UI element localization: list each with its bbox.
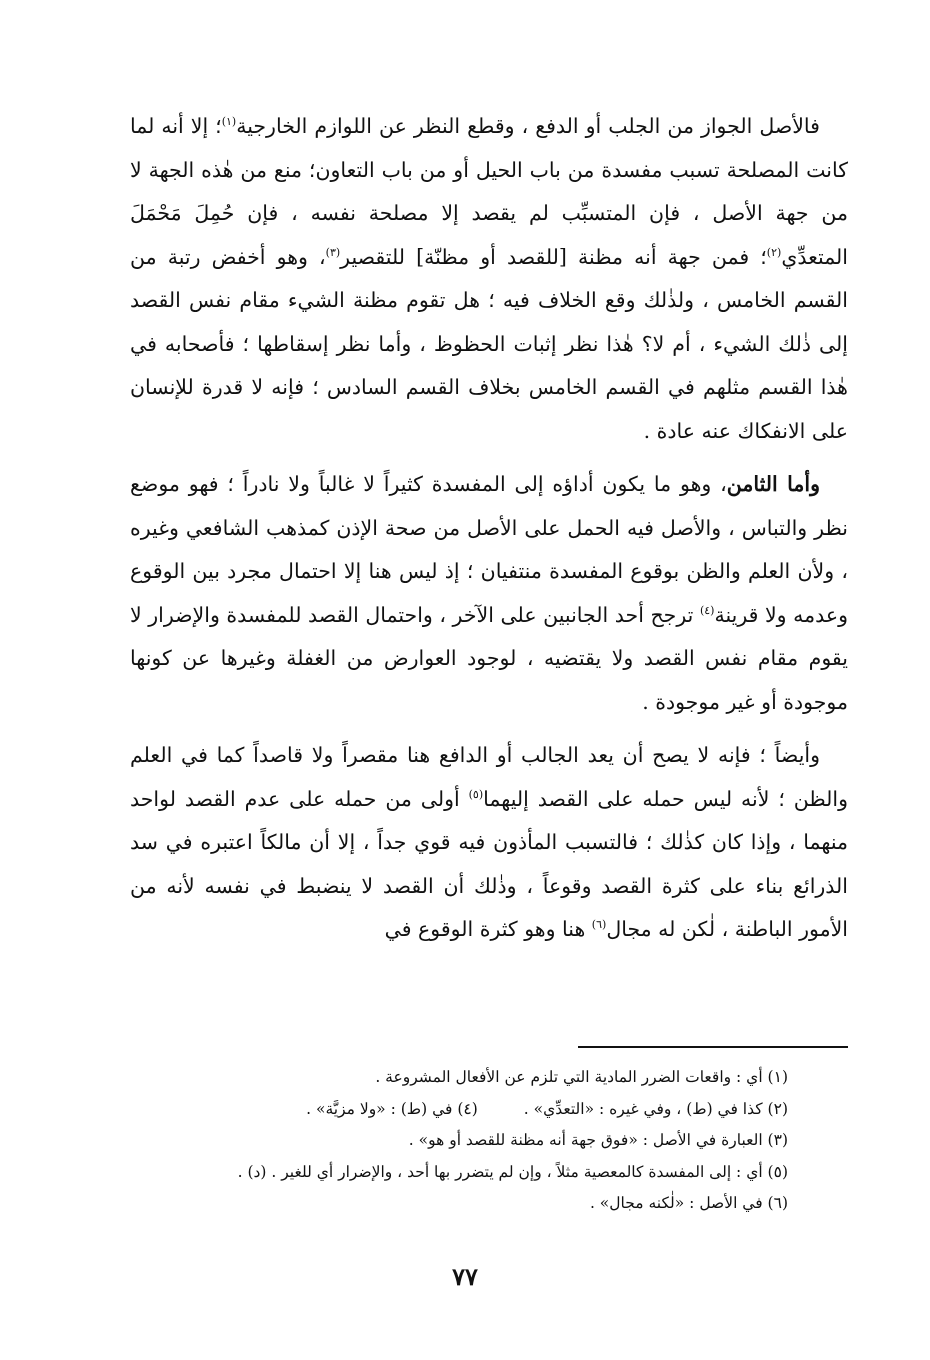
paragraph-1: [130, 105, 848, 453]
footnote-6: (٦) في الأصل : «لٰكنه مجال» .: [589, 1194, 788, 1212]
footnote-ref: (٦): [591, 918, 607, 932]
main-text: [130, 105, 848, 962]
text-run: فالأصل الجواز من الجلب أو الدفع ، وقطع النظر عن اللوازم الخارجية: [236, 114, 820, 138]
text-run: أولى من حمله على عدم القصد لواحد منهما ، وإذا كان كذٰلك ؛ فالتسبب المأذون فيه قوي جداً ، إلا أن مالكاً اعتبره في سد الذرائع بناء على كثرة القصد وقوعاً ، وذٰلك أن القصد لا ينضبط في نفسه لأنه من الأمور الباطنة ، لٰكن له مجال: [130, 786, 848, 941]
footnote-3: (٣) العبارة في الأصل : «فوق جهة أنه مظنة للقصد أو هو» .: [408, 1131, 788, 1149]
text-run: هنا وهو كثرة الوقوع في: [384, 917, 592, 941]
text-run: وأيضاً ؛ فإنه لا يصح أن يعد الجالب أو الدافع هنا مقصراً ولا قاصداً كما في العلم والظن ؛ لأنه ليس حمله على القصد إليهما: [130, 743, 848, 811]
footnote-4: (٤) في (ط) : «ولا مزيَّة» .: [306, 1099, 478, 1118]
body-text: [130, 105, 848, 952]
footnote-separator: [578, 1046, 848, 1048]
text-run: ، وهو ما يكون أداؤه إلى المفسدة كثيراً لا غالباً ولا نادراً ؛ فهو موضع نظر والتباس ، والأصل فيه الحمل على الأصل من صحة الإذن كمذهب الشافعي وغيره ، ولأن العلم والظن بوقوع المفسدة منتفيان ؛ إذ ليس هنا إلا احتمال مجرد بين الوقوع وعدمه ولا قرينة: [130, 472, 849, 627]
footnote-row-2-4: [128, 1094, 788, 1126]
footnote-2: (٢) كذا في (ط) ، وفي غيره : «التعدِّي» .: [523, 1099, 788, 1118]
page-number: ٧٧: [452, 1262, 478, 1291]
text-run: ؛ إلا أنه لما كانت المصلحة تسبب مفسدة من باب الحيل أو من باب التعاون؛ منع من هٰذه الجهة لا من جهة الأصل ، فإن المتسبِّب لم يقصد إلا مصلحة نفسه ، فإن حُمِلَ مَحْمَلَ المتعدِّي: [130, 114, 848, 269]
text-run: ترجح أحد الجانبين على الآخر ، واحتمال القصد للمفسدة والإضرار لا يقوم مقام نفس القصد ولا يقتضيه ، لوجود العوارض من الغفلة وغيرها عن كونها موجودة أو غير موجودة .: [130, 602, 848, 714]
paragraph-3: [130, 734, 848, 952]
section-lead: وأما الثامن: [726, 472, 820, 496]
footnote-ref: (٢): [766, 245, 782, 259]
paragraph-2: [130, 463, 848, 724]
footnote-ref: (٥): [468, 787, 484, 801]
footnotes: [128, 1062, 788, 1220]
footnote-1: (١) أي : واقعات الضرر المادية التي تلزم عن الأفعال المشروعة .: [375, 1068, 788, 1086]
footnote-ref: (٤): [699, 603, 715, 617]
text-run: ؛ فمن جهة أنه مظنة [للقصد أو مظنّة] للتقصير: [340, 244, 767, 269]
text-run: ، وهو أخفض رتبة من القسم الخامس ، ولذٰلك وقع الخلاف فيه ؛ هل تقوم مظنة الشيء مقام نفس القصد إلى ذٰلك الشيء ، أم لا؟ هٰذا نظر إثبات الحظوظ ، وأما نظر إسقاطها ؛ فأصحابه في هٰذا القسم مثلهم في القسم الخامس بخلاف القسم السادس ؛ فإنه لا قدرة للإنسان على الانفكاك عنه عادة .: [130, 244, 848, 443]
footnote-ref: (١): [221, 115, 237, 129]
footnote-5: (٥) أي : إلى المفسدة كالمعصية مثلاً ، وإن لم يتضرر بها أحد ، والإضرار أي للغير . (د) .: [237, 1162, 788, 1181]
footnote-ref: (٣): [325, 245, 341, 259]
